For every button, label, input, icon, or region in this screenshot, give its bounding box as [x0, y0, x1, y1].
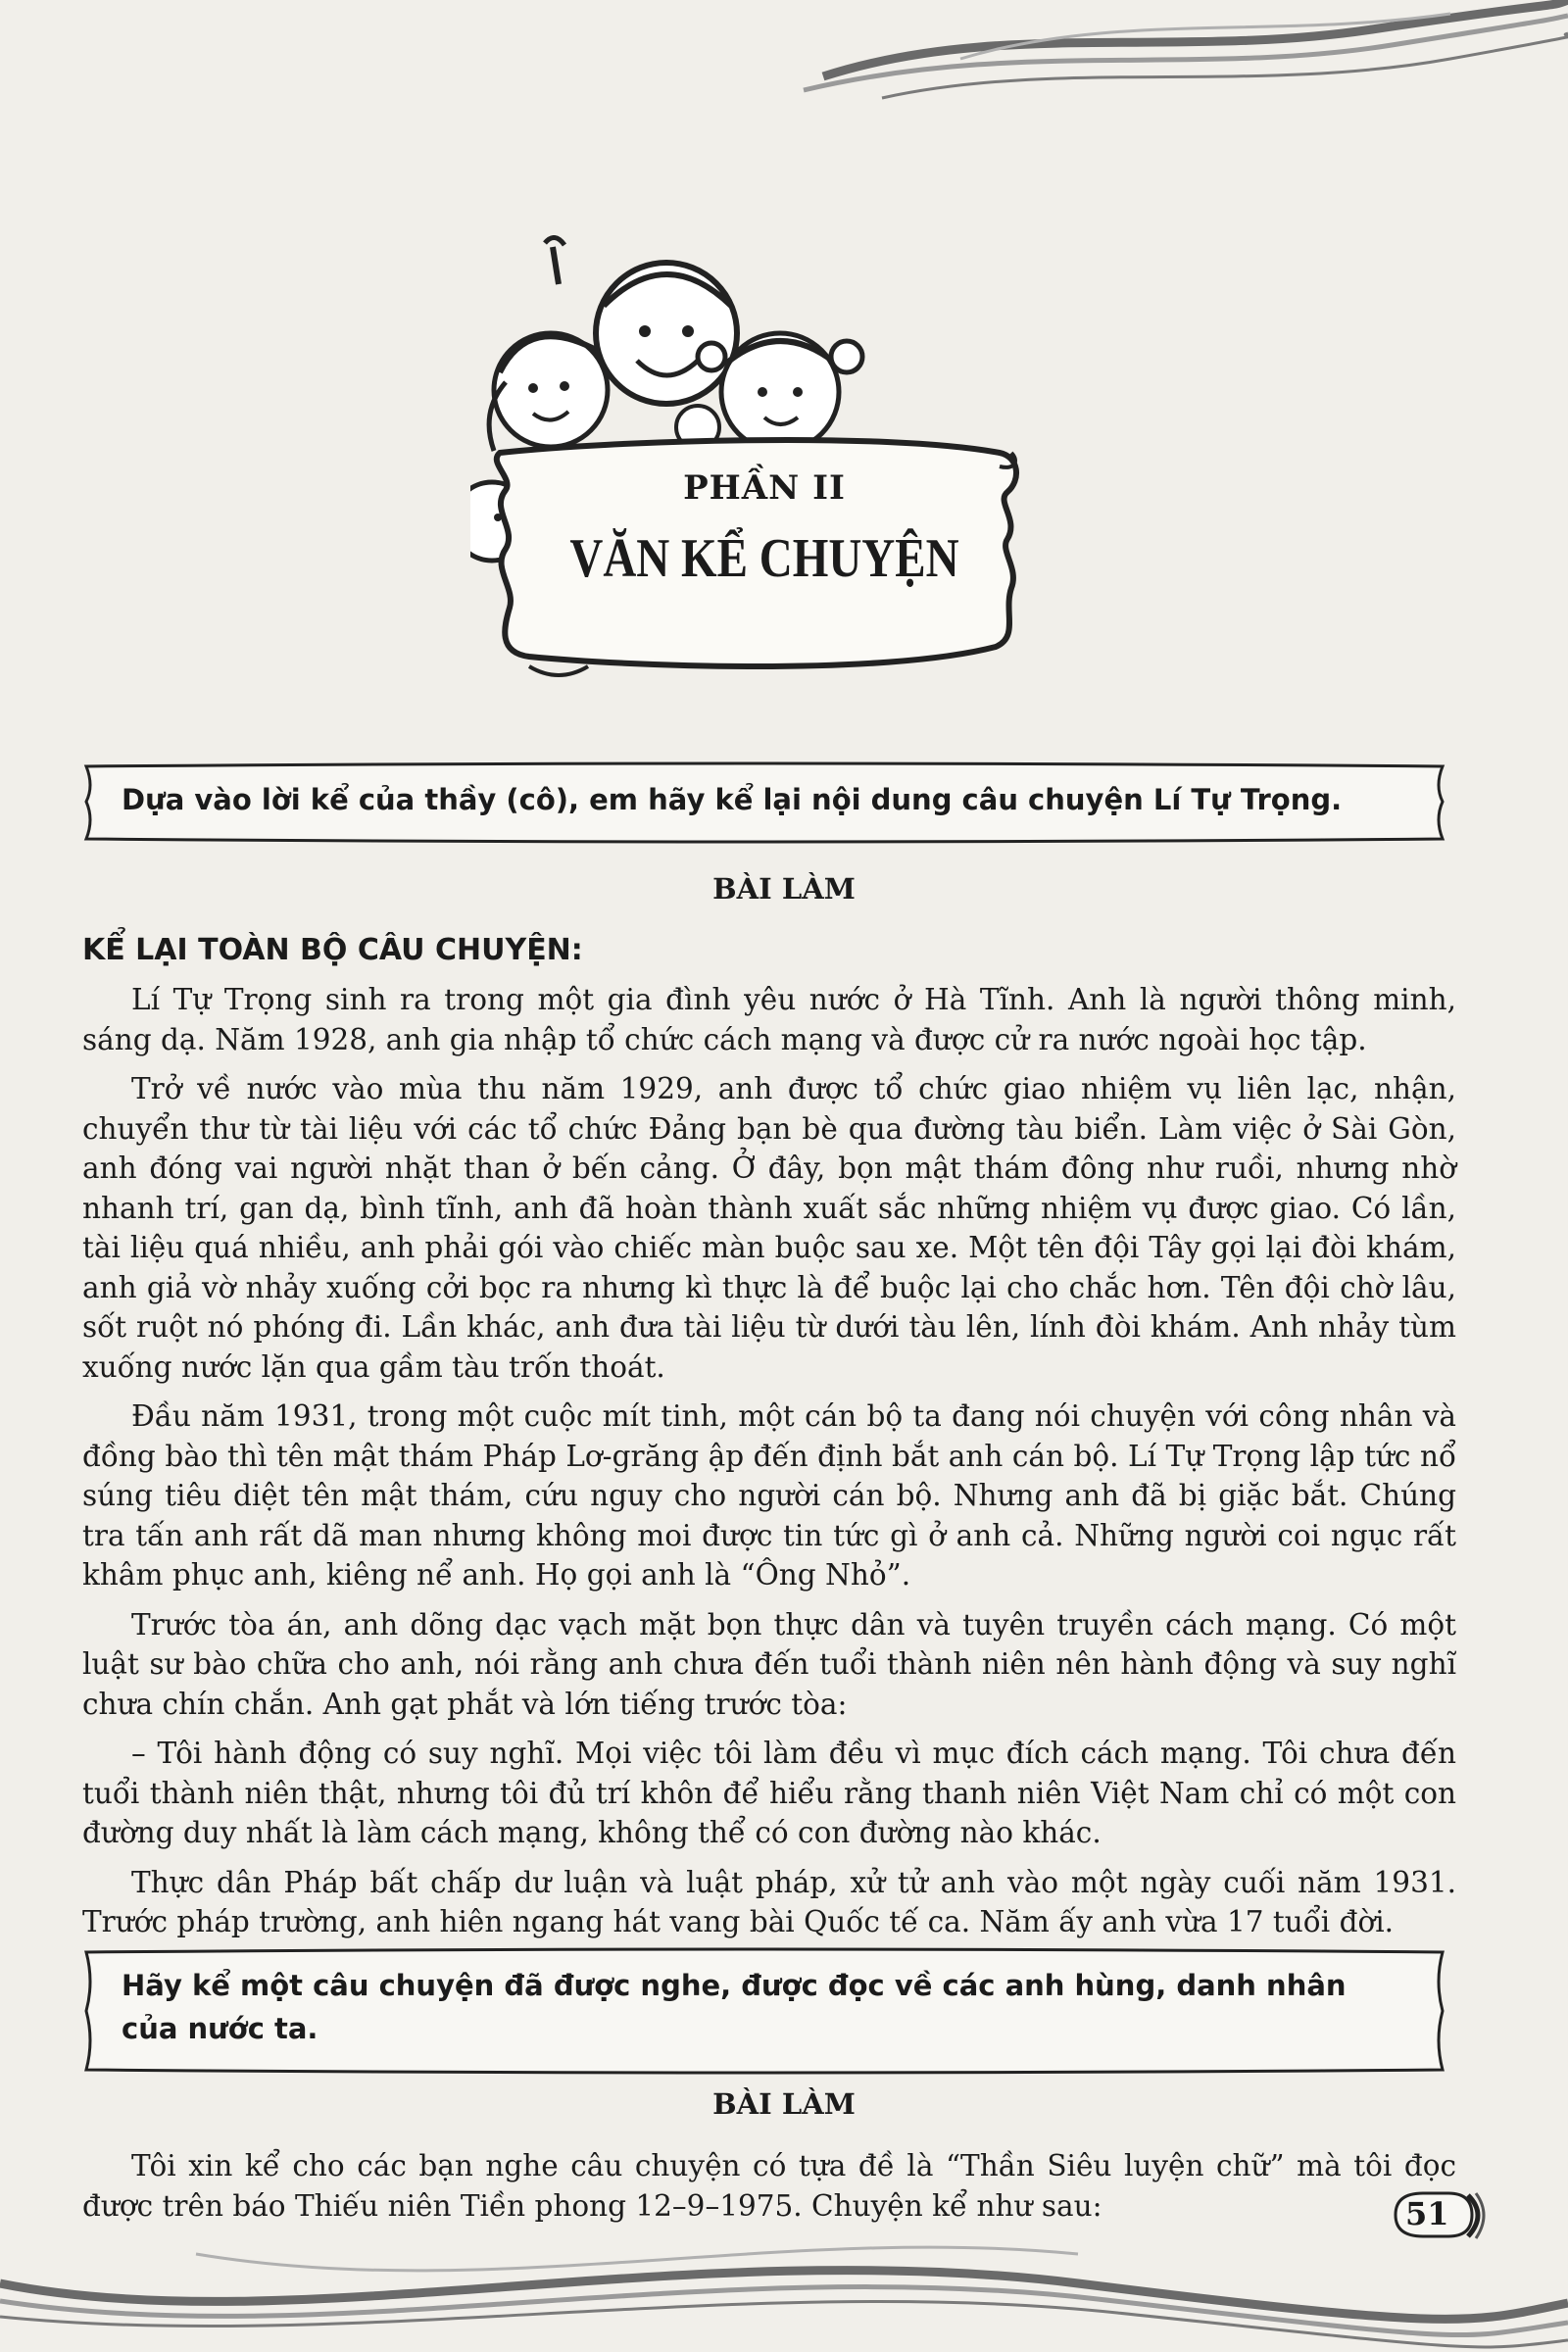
answer-heading: BÀI LÀM — [712, 2087, 856, 2121]
paragraph: Thực dân Pháp bất chấp dư luận và luật pháp, xử tử anh vào một ngày cuối năm 1931. Trước pháp trường, anh hiên ngang hát vang bài Quốc tế ca. Năm ấy anh vừa 17 tuổi đời. — [82, 1865, 1456, 1938]
task-prompt-box — [78, 1942, 1450, 2080]
paragraph: Đầu năm 1931, trong một cuộc mít tinh, một cán bộ ta đang nói chuyện với công nhân và đồng bào thì tên mật thám Pháp Lơ-grăng ập đến định bắt anh cán bộ. Lí Tự Trọng lập tức nổ súng tiêu diệt tên mật thám, cứu nguy cho người cán bộ. Nhưng anh đã bị giặc bắt. Chúng tra tấn anh rất dã man nhưng không moi được tin tức gì ở anh cả. Những người coi ngục rất khâm phục anh, kiêng nể anh. Họ gọi anh là “Ông Nhỏ”. — [82, 1399, 1456, 1592]
paragraph: Tôi xin kể cho các bạn nghe câu chuyện có tựa đề là “Thần Siêu luyện chữ” mà tôi đọc được trên báo Thiếu niên Tiền phong 12–9–1975. Chuyện kể như sau: — [82, 2149, 1456, 2223]
task-prompt: Dựa vào lời kể của thầy (cô), em hãy kể lại nội dung câu chuyện Lí Tự Trọng. — [122, 783, 1343, 816]
answer-heading: BÀI LÀM — [712, 872, 856, 906]
task-prompt: Hãy kể một câu chuyện đã được nghe, được đọc về các anh hùng, danh nhân của nước ta. — [122, 1969, 1347, 2045]
section-subheading: KỂ LẠI TOÀN BỘ CÂU CHUYỆN: — [82, 933, 583, 967]
part-banner — [470, 235, 1058, 706]
paragraph: – Tôi hành động có suy nghĩ. Mọi việc tôi làm đều vì mục đích cách mạng. Tôi chưa đến tuổi thành niên thật, nhưng tôi đủ trí khôn để hiểu rằng thanh niên Việt Nam chỉ có một con đường duy nhất là làm cách mạng, không thể có con đường nào khác. — [82, 1737, 1456, 1849]
paragraph: Trở về nước vào mùa thu năm 1929, anh được tổ chức giao nhiệm vụ liên lạc, nhận, chuyển thư từ tài liệu với các tổ chức Đảng bạn bè qua đường tàu biển. Làm việc ở Sài Gòn, anh đóng vai người nhặt than ở bến cảng. Ở đây, bọn mật thám đông như ruồi, nhưng nhờ nhanh trí, gan dạ, bình tĩnh, anh đã hoàn thành xuất sắc những nhiệm vụ được giao. Có lần, tài liệu quá nhiều, anh phải gói vào chiếc màn buộc sau xe. Một tên đội Tây gọi lại đòi khám, anh giả vờ nhảy xuống cởi bọc ra nhưng kì thực là để buộc lại cho chắc hơn. Tên đội chờ lâu, sốt ruột nó phóng đi. Lần khác, anh đưa tài liệu từ dưới tàu lên, lính đòi khám. Anh nhảy tùm xuống nước lặn qua gầm tàu trốn thoát. — [82, 1072, 1456, 1384]
task-prompt-box — [78, 757, 1450, 847]
bottom-swoosh-decoration — [0, 2215, 1568, 2352]
page-number-badge — [1390, 2187, 1488, 2242]
paragraph: Lí Tự Trọng sinh ra trong một gia đình yêu nước ở Hà Tĩnh. Anh là người thông minh, sáng dạ. Năm 1928, anh gia nhập tổ chức cách mạng và được cử ra nước ngoài học tập. — [82, 983, 1456, 1056]
part-label: PHẦN II — [683, 468, 846, 508]
paragraph: Trước tòa án, anh dõng dạc vạch mặt bọn thực dân và tuyên truyền cách mạng. Có một luật sư bào chữa cho anh, nói rằng anh chưa đến tuổi thành niên nên hành động và suy nghĩ chưa chín chắn. Anh gạt phắt và lớn tiếng trước tòa: — [82, 1607, 1456, 1721]
part-title: VĂN KỂ CHUYỆN — [569, 528, 959, 589]
top-swoosh-decoration — [764, 0, 1568, 108]
page-number: 51 — [1405, 2195, 1449, 2232]
story-text — [82, 980, 1456, 1952]
